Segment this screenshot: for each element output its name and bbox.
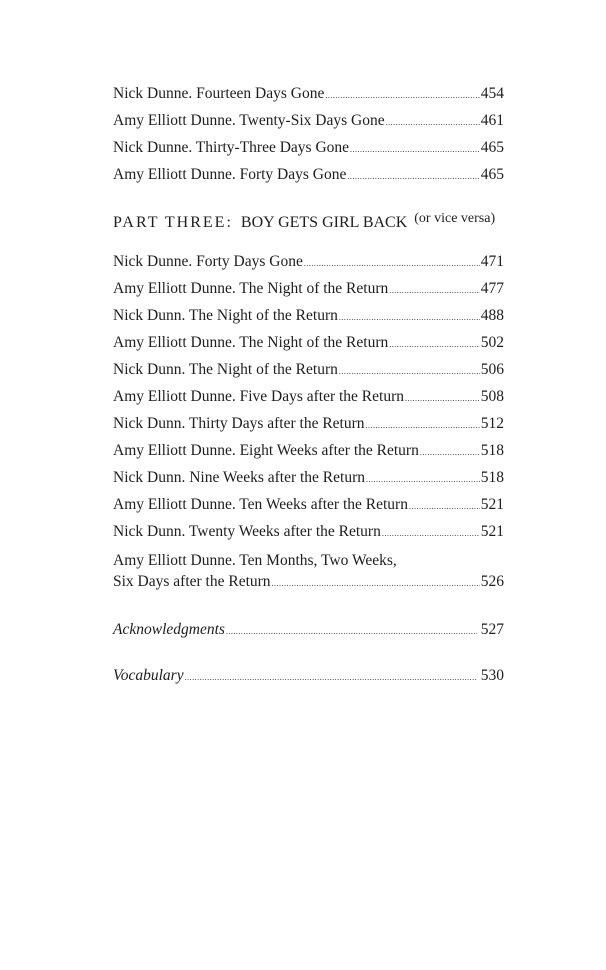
toc-entry-page: 518: [480, 469, 504, 486]
toc-entry-acknowledgments[interactable]: [113, 620, 504, 647]
toc-entry[interactable]: [113, 360, 504, 387]
dot-leader: [366, 470, 480, 489]
dot-leader: [366, 416, 480, 435]
dot-leader: [420, 443, 480, 462]
toc-entry-line2: [113, 572, 504, 599]
dot-leader: [272, 574, 480, 593]
toc-entry[interactable]: [113, 387, 504, 414]
table-of-contents: [113, 84, 504, 693]
toc-entry-page: 521: [480, 496, 504, 513]
toc-entry-page: 527: [480, 621, 504, 638]
toc-entry-page: 521: [480, 523, 504, 540]
toc-entry-title-line1: Amy Elliott Dunne. Ten Months, Two Weeks,: [113, 552, 397, 569]
toc-entry-page: 488: [480, 307, 504, 324]
toc-entry-title: Nick Dunn. The Night of the Return: [113, 307, 338, 324]
toc-entry-page: 512: [480, 415, 504, 432]
dot-leader: [405, 389, 480, 408]
toc-entry[interactable]: [113, 414, 504, 441]
part-label: PART THREE:: [113, 214, 233, 231]
toc-entry[interactable]: [113, 306, 504, 333]
part-note: (or vice versa): [414, 211, 496, 226]
dot-leader: [185, 668, 477, 687]
toc-entry-title: Nick Dunn. Thirty Days after the Return: [113, 415, 365, 432]
toc-entry-vocabulary[interactable]: [113, 666, 504, 693]
toc-entry-title: Vocabulary: [113, 667, 184, 684]
toc-entry-page: 502: [480, 334, 504, 351]
toc-entry-page: 454: [480, 85, 504, 102]
toc-entry[interactable]: [113, 441, 504, 468]
toc-entry-title: Amy Elliott Dunne. The Night of the Return: [113, 334, 389, 351]
toc-entry-title: Amy Elliott Dunne. Twenty-Six Days Gone: [113, 112, 385, 129]
toc-entry-title: Nick Dunn. Nine Weeks after the Return: [113, 469, 365, 486]
toc-entry[interactable]: [113, 252, 504, 279]
toc-entry-title: Nick Dunn. The Night of the Return: [113, 361, 338, 378]
toc-entry[interactable]: [113, 279, 504, 306]
toc-entry-page: 461: [480, 112, 504, 129]
part-three-heading: [113, 212, 504, 252]
toc-entry-page: 477: [480, 280, 504, 297]
toc-entry-page: 508: [480, 388, 504, 405]
toc-entry-title: Nick Dunne. Forty Days Gone: [113, 253, 303, 270]
toc-entry-title: Amy Elliott Dunne. Eight Weeks after the Return: [113, 442, 419, 459]
toc-entry[interactable]: [113, 468, 504, 495]
toc-entry-page: 526: [480, 573, 504, 590]
toc-entry[interactable]: [113, 495, 504, 522]
toc-entry[interactable]: [113, 522, 504, 549]
dot-leader: [409, 497, 480, 516]
dot-leader: [389, 335, 480, 354]
dot-leader: [304, 254, 480, 273]
toc-entry-title: Acknowledgments: [113, 621, 225, 638]
toc-entry[interactable]: [113, 84, 504, 111]
part-title: BOY GETS GIRL BACK: [240, 214, 408, 231]
toc-entry-title: Amy Elliott Dunne. Five Days after the Return: [113, 388, 404, 405]
toc-entry[interactable]: [113, 165, 504, 192]
toc-entry-title: Nick Dunn. Twenty Weeks after the Return: [113, 523, 381, 540]
toc-entry[interactable]: [113, 111, 504, 138]
toc-entry-title: Nick Dunne. Thirty-Three Days Gone: [113, 139, 350, 156]
toc-entry-page: 465: [480, 166, 504, 183]
toc-entry-title: Amy Elliott Dunne. Forty Days Gone: [113, 166, 347, 183]
toc-entry[interactable]: [113, 333, 504, 360]
toc-entry-page: 518: [480, 442, 504, 459]
dot-leader: [325, 86, 479, 105]
toc-entry-title: Nick Dunne. Fourteen Days Gone: [113, 85, 325, 102]
dot-leader: [382, 524, 480, 543]
dot-leader: [347, 167, 479, 186]
dot-leader: [339, 362, 480, 381]
toc-entry-title: Amy Elliott Dunne. Ten Weeks after the Return: [113, 496, 408, 513]
toc-entry-title: Amy Elliott Dunne. The Night of the Return: [113, 280, 389, 297]
toc-entry[interactable]: [113, 138, 504, 165]
toc-entry-page: 465: [480, 139, 504, 156]
toc-entry-page: 506: [480, 361, 504, 378]
dot-leader: [386, 113, 480, 132]
dot-leader: [389, 281, 480, 300]
dot-leader: [350, 140, 480, 159]
toc-entry-title-line2: Six Days after the Return: [113, 573, 271, 590]
dot-leader: [226, 622, 477, 641]
toc-entry-page: 471: [480, 253, 504, 270]
dot-leader: [339, 308, 480, 327]
toc-entry-last[interactable]: [113, 551, 504, 599]
toc-entry-page: 530: [480, 667, 504, 684]
